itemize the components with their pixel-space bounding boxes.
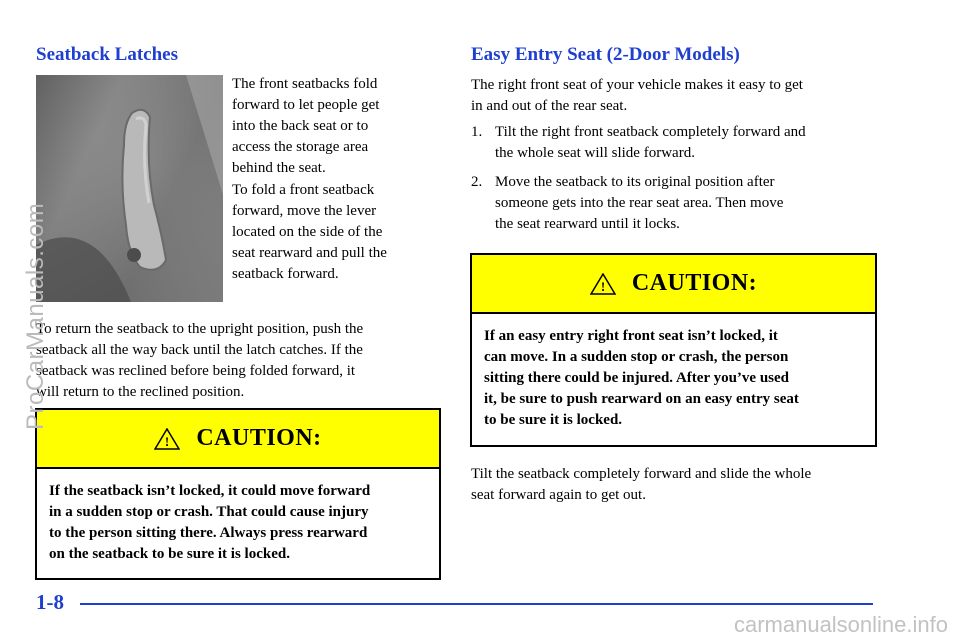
list-item	[471, 122, 881, 164]
return-seatback-paragraph	[36, 319, 436, 403]
text-line: Tilt the right front seatback completely forward and	[495, 124, 806, 140]
text-line: on the seatback to be sure it is locked.	[49, 546, 290, 562]
text-line: into the back seat or to	[232, 118, 369, 134]
svg-text:!: !	[600, 278, 605, 294]
seatback-lever-photo	[36, 75, 223, 302]
text-line: to the person sitting there. Always press rearward	[49, 525, 368, 541]
caution-box-easy-entry	[470, 253, 877, 447]
caution-header	[472, 255, 875, 314]
text-line: will return to the reclined position.	[36, 384, 245, 400]
easy-entry-steps	[471, 122, 881, 243]
text-line: can move. In a sudden stop or crash, the person	[484, 349, 789, 365]
bottom-watermark: carmanualsonline.info	[733, 612, 948, 637]
fold-instructions	[232, 180, 432, 285]
step-number: 2.	[471, 174, 483, 190]
section-heading-seatback-latches: Seatback Latches	[36, 44, 178, 65]
svg-text:!: !	[165, 433, 170, 449]
text-line: forward, move the lever	[232, 203, 377, 219]
text-line: The front seatbacks fold	[232, 76, 378, 92]
list-item	[471, 172, 881, 235]
text-line: to be sure it is locked.	[484, 412, 623, 428]
warning-triangle-icon	[590, 273, 616, 295]
section-heading-easy-entry-seat: Easy Entry Seat (2-Door Models)	[471, 44, 740, 65]
warning-triangle-icon	[154, 428, 180, 450]
page-number: 1-8	[36, 590, 64, 614]
text-line: seatback was reclined before being folded forward, it	[36, 363, 356, 379]
fold-description	[232, 74, 432, 179]
side-watermark: ProCarManuals.com	[22, 202, 49, 430]
caution-box-seatback	[35, 408, 441, 580]
text-line: To fold a front seatback	[232, 182, 375, 198]
text-line: the seat rearward until it locks.	[495, 216, 680, 232]
text-line: If an easy entry right front seat isn’t locked, it	[484, 328, 778, 344]
text-line: Tilt the seatback completely forward and slide the whole	[471, 466, 812, 482]
caution-header	[37, 410, 439, 469]
text-line: If the seatback isn’t locked, it could move forward	[49, 483, 371, 499]
text-line: access the storage area	[232, 139, 369, 155]
text-line: seat rearward and pull the	[232, 245, 387, 261]
text-line: Move the seatback to its original position after	[495, 174, 775, 190]
text-line: seat forward again to get out.	[471, 487, 646, 503]
text-line: someone gets into the rear seat area. Then move	[495, 195, 784, 211]
text-line: in and out of the rear seat.	[471, 98, 628, 114]
exit-instructions	[471, 464, 881, 506]
text-line: seatback forward.	[232, 266, 339, 282]
easy-entry-intro	[471, 75, 881, 117]
text-line: located on the side of the	[232, 224, 383, 240]
caution-message	[37, 469, 439, 565]
caution-title: CAUTION:	[196, 425, 322, 451]
text-line: behind the seat.	[232, 160, 326, 176]
text-line: the whole seat will slide forward.	[495, 145, 695, 161]
footer-divider	[80, 603, 873, 605]
text-line: The right front seat of your vehicle makes it easy to get	[471, 77, 803, 93]
caution-message	[472, 314, 875, 431]
text-line: seatback all the way back until the latch catches. If the	[36, 342, 363, 358]
text-line: sitting there could be injured. After you’ve used	[484, 370, 790, 386]
text-line: To return the seatback to the upright position, push the	[36, 321, 364, 337]
caution-title: CAUTION:	[631, 270, 758, 296]
text-line: forward to let people get	[232, 97, 380, 113]
text-line: it, be sure to push rearward on an easy entry seat	[484, 391, 799, 407]
text-line: in a sudden stop or crash. That could cause injury	[49, 504, 369, 520]
step-number: 1.	[471, 124, 483, 140]
